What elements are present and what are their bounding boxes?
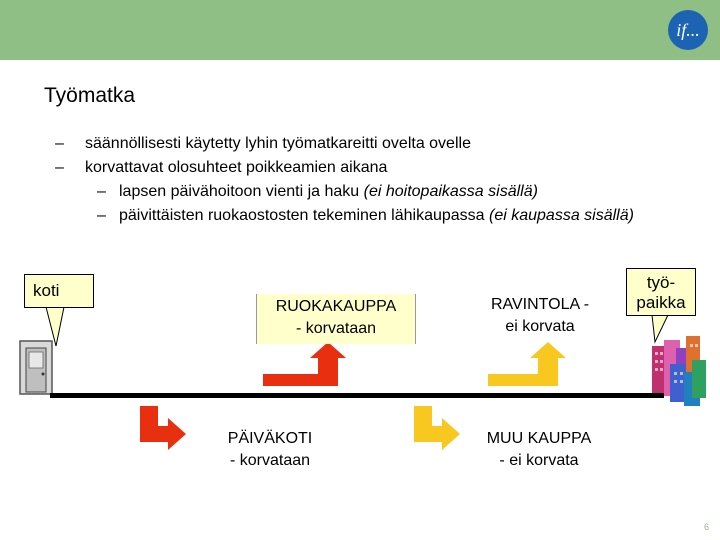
page-number: 6	[704, 522, 710, 532]
bullet-italic-note: (ei kaupassa sisällä)	[489, 207, 634, 224]
bullet-text: päivittäisten ruokaostosten tekeminen lähikaupassa	[119, 207, 489, 224]
work-label-line1: työ-	[646, 273, 676, 292]
home-callout-tail	[46, 307, 64, 346]
daycare-box	[200, 428, 340, 472]
bullet-text: korvattavat olosuhteet poikkeamien aikana	[85, 159, 388, 176]
daycare-label: PÄIVÄKOTI	[227, 430, 313, 447]
bullet-text: säännöllisesti käytetty lyhin työmatkareitti ovelta ovelle	[85, 135, 471, 152]
restaurant-status: ei korvata	[505, 318, 575, 335]
company-logo: if...	[668, 10, 708, 50]
restaurant-route-arrow	[488, 342, 566, 386]
grocery-store-status: - korvataan	[295, 320, 377, 337]
work-callout-tail	[652, 315, 668, 342]
bullet-dash: –	[97, 183, 106, 200]
grocery-store-box	[256, 294, 416, 344]
bullet-dash: –	[55, 135, 64, 152]
bullet-dash: –	[55, 159, 64, 176]
other-store-box	[464, 428, 614, 472]
commute-route-line	[50, 393, 664, 398]
home-label: koti	[33, 281, 60, 300]
restaurant-label: RAVINTOLA -	[490, 296, 590, 313]
bullet-italic-note: (ei hoitopaikassa sisällä)	[363, 183, 538, 200]
daycare-status: - korvataan	[229, 452, 311, 469]
other-store-status: - ei korvata	[499, 452, 579, 469]
restaurant-box	[470, 294, 610, 338]
bullet-text: lapsen päivähoitoon vienti ja haku	[119, 183, 364, 200]
work-label-line2: paikka	[636, 293, 686, 312]
slide-title: Työmatka	[44, 84, 136, 107]
grocery-store-label: RUOKAKAUPPA	[275, 298, 397, 315]
other-store-route-arrow	[414, 406, 460, 450]
other-store-label: MUU KAUPPA	[486, 430, 592, 447]
daycare-route-arrow	[140, 406, 186, 450]
grocery-route-arrow	[263, 342, 346, 386]
door-icon	[20, 341, 52, 394]
work-callout	[626, 268, 696, 316]
bullet-dash: –	[97, 207, 106, 224]
home-callout	[24, 274, 94, 308]
